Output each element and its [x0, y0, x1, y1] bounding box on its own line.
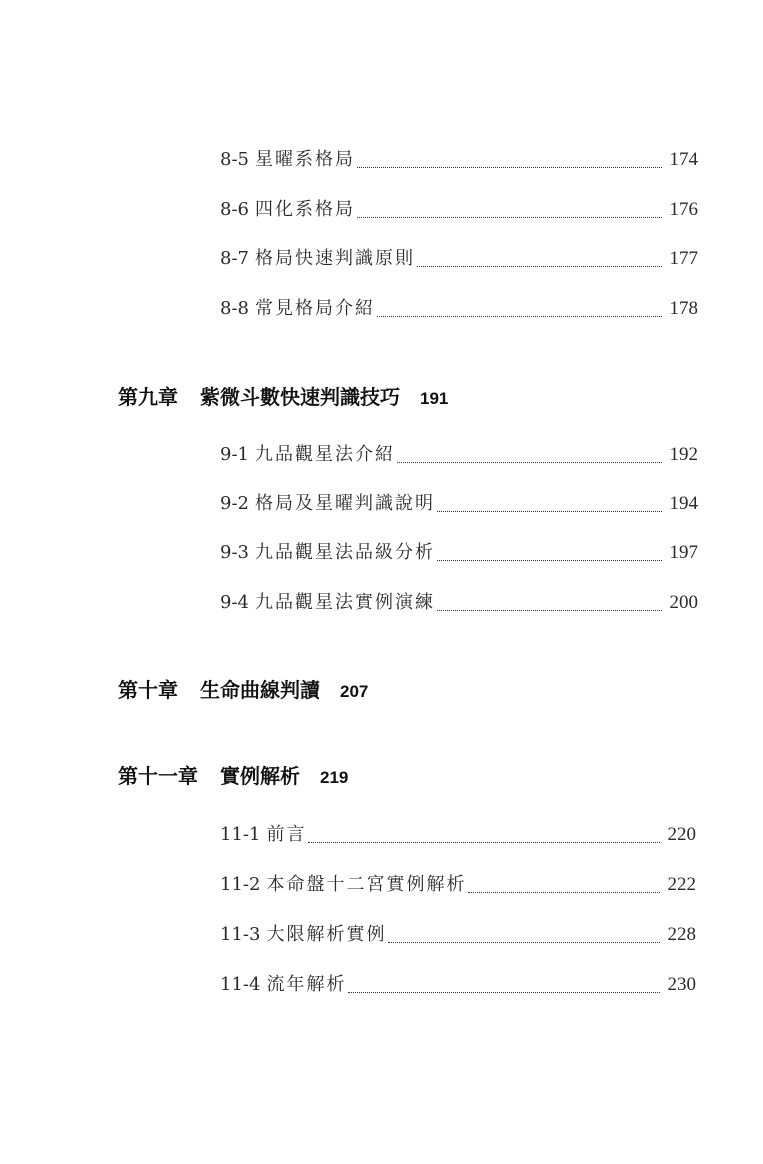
page-number: 192 — [669, 444, 698, 465]
section-number: 11-4 — [220, 974, 261, 995]
page-number: 176 — [669, 199, 698, 220]
chapter-10-heading[interactable] — [118, 674, 368, 703]
toc-entry-9-1[interactable] — [220, 440, 698, 468]
section-number: 9-1 — [220, 444, 249, 465]
section-title: 九品觀星法品級分析 — [255, 542, 435, 563]
section-title: 格局及星曜判識說明 — [255, 493, 435, 514]
toc-entry-8-8[interactable] — [220, 294, 698, 322]
toc-entry-8-5[interactable] — [220, 145, 698, 173]
page-number: 200 — [669, 592, 698, 613]
chapter-9-heading[interactable] — [118, 381, 448, 410]
section-number: 9-2 — [220, 493, 249, 514]
page-number: 178 — [669, 298, 698, 319]
section-title: 常見格局介紹 — [255, 298, 375, 319]
toc-entry-8-7[interactable] — [220, 244, 698, 272]
chapter-title: 實例解析 — [220, 764, 300, 788]
page-number: 230 — [667, 974, 696, 995]
section-number: 11-2 — [220, 874, 261, 895]
toc-entry-9-4[interactable] — [220, 588, 698, 616]
section-number: 8-5 — [220, 149, 249, 170]
toc-entry-8-6[interactable] — [220, 195, 698, 223]
toc-entry-11-4[interactable] — [220, 970, 696, 998]
dot-leader — [437, 510, 662, 512]
dot-leader — [397, 461, 662, 463]
page-number: 220 — [667, 824, 696, 845]
dot-leader — [417, 265, 662, 267]
section-title: 九品觀星法介紹 — [255, 444, 395, 465]
section-title: 格局快速判識原則 — [255, 248, 415, 269]
page-number: 222 — [667, 874, 696, 895]
chapter-label: 第十一章 — [118, 764, 198, 788]
dot-leader — [388, 941, 659, 943]
chapter-title: 生命曲線判讀 — [200, 678, 320, 702]
section-number: 11-1 — [220, 824, 261, 845]
section-title: 九品觀星法實例演練 — [255, 592, 435, 613]
toc-entry-11-1[interactable] — [220, 820, 696, 848]
section-title: 本命盤十二宮實例解析 — [266, 874, 467, 895]
section-number: 8-8 — [220, 298, 249, 319]
dot-leader — [437, 609, 662, 611]
dot-leader — [308, 841, 659, 843]
page-number: 228 — [667, 924, 696, 945]
toc-entry-11-2[interactable] — [220, 870, 696, 898]
chapter-page-number: 191 — [420, 389, 449, 408]
page-number: 197 — [669, 542, 698, 563]
chapter-label: 第十章 — [118, 678, 178, 702]
section-number: 11-3 — [220, 924, 261, 945]
page-number: 177 — [669, 248, 698, 269]
dot-leader — [377, 315, 662, 317]
section-number: 9-3 — [220, 542, 249, 563]
toc-entry-11-3[interactable] — [220, 920, 696, 948]
dot-leader — [348, 991, 659, 993]
toc-entry-9-3[interactable] — [220, 538, 698, 566]
section-number: 8-7 — [220, 248, 249, 269]
chapter-title: 紫微斗數快速判識技巧 — [200, 385, 400, 409]
section-title: 前言 — [266, 824, 307, 845]
chapter-11-heading[interactable] — [118, 760, 348, 789]
chapter-page-number: 207 — [340, 682, 369, 701]
page-number: 174 — [669, 149, 698, 170]
chapter-page-number: 219 — [320, 768, 349, 787]
page-number: 194 — [669, 493, 698, 514]
section-number: 8-6 — [220, 199, 249, 220]
dot-leader — [468, 891, 659, 893]
section-number: 9-4 — [220, 592, 249, 613]
section-title: 星曜系格局 — [255, 149, 355, 170]
section-title: 流年解析 — [266, 974, 347, 995]
chapter-label: 第九章 — [118, 385, 178, 409]
section-title: 大限解析實例 — [266, 924, 387, 945]
dot-leader — [357, 166, 662, 168]
section-title: 四化系格局 — [255, 199, 355, 220]
toc-entry-9-2[interactable] — [220, 489, 698, 517]
dot-leader — [437, 559, 662, 561]
dot-leader — [357, 216, 662, 218]
